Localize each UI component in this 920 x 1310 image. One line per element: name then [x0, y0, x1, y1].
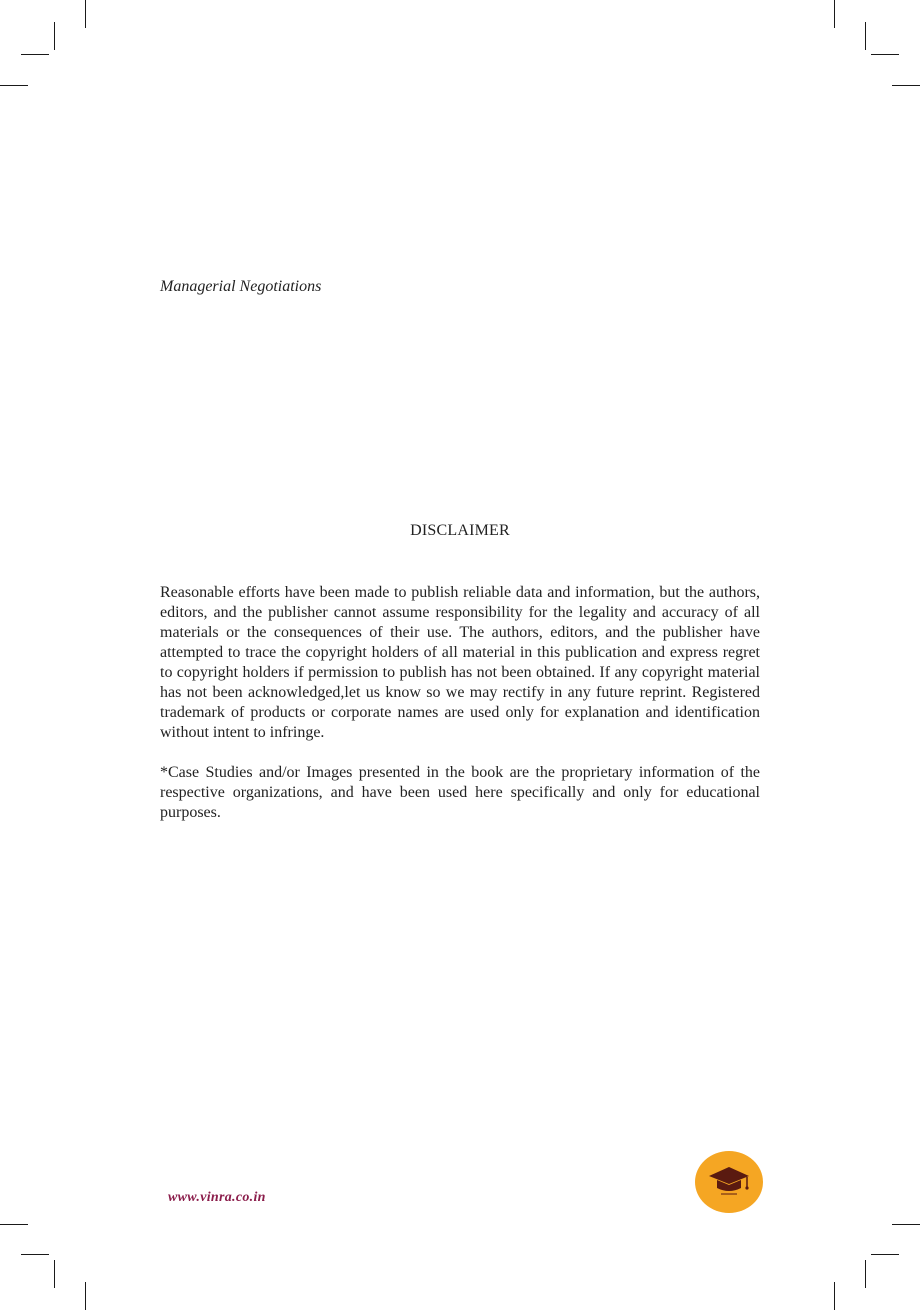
crop-mark: [0, 1224, 28, 1225]
crop-mark: [85, 0, 86, 28]
crop-mark: [21, 1254, 49, 1255]
crop-mark: [85, 1282, 86, 1310]
disclaimer-paragraph: Reasonable efforts have been made to publish reliable data and information, but the authors, editors, and the publisher cannot assume responsibility for the legality and accuracy of all materials or the consequences of their use. The authors, editors, and the publisher have attempted to trace the copyright holders of all material in this publication and express regret to copyright holders if permission to publish has not been obtained. If any copyright material has not been acknowledged,let us know so we may rectify in any future reprint. Registered trademark of products or corporate names are used only for explanation and identification without intent to infringe.: [160, 584, 760, 741]
crop-mark: [871, 1254, 899, 1255]
running-header: Managerial Negotiations: [160, 278, 322, 295]
crop-mark: [865, 22, 866, 50]
crop-mark: [892, 85, 920, 86]
crop-mark: [54, 22, 55, 50]
disclaimer-body: [160, 583, 760, 843]
graduation-cap-icon: [695, 1151, 763, 1213]
crop-mark: [834, 0, 835, 28]
disclaimer-heading: DISCLAIMER: [410, 522, 510, 539]
publisher-url[interactable]: www.vinra.co.in: [168, 1190, 266, 1205]
case-studies-note: *Case Studies and/or Images presented in the book are the proprietary information of the respective organizations, and have been used here specifically and only for educational purposes.: [160, 764, 760, 821]
crop-mark: [865, 1260, 866, 1288]
crop-mark: [0, 85, 28, 86]
publisher-logo: [695, 1151, 763, 1213]
crop-mark: [834, 1282, 835, 1310]
crop-mark: [871, 54, 899, 55]
crop-mark: [54, 1260, 55, 1288]
crop-mark: [892, 1224, 920, 1225]
crop-mark: [21, 54, 49, 55]
